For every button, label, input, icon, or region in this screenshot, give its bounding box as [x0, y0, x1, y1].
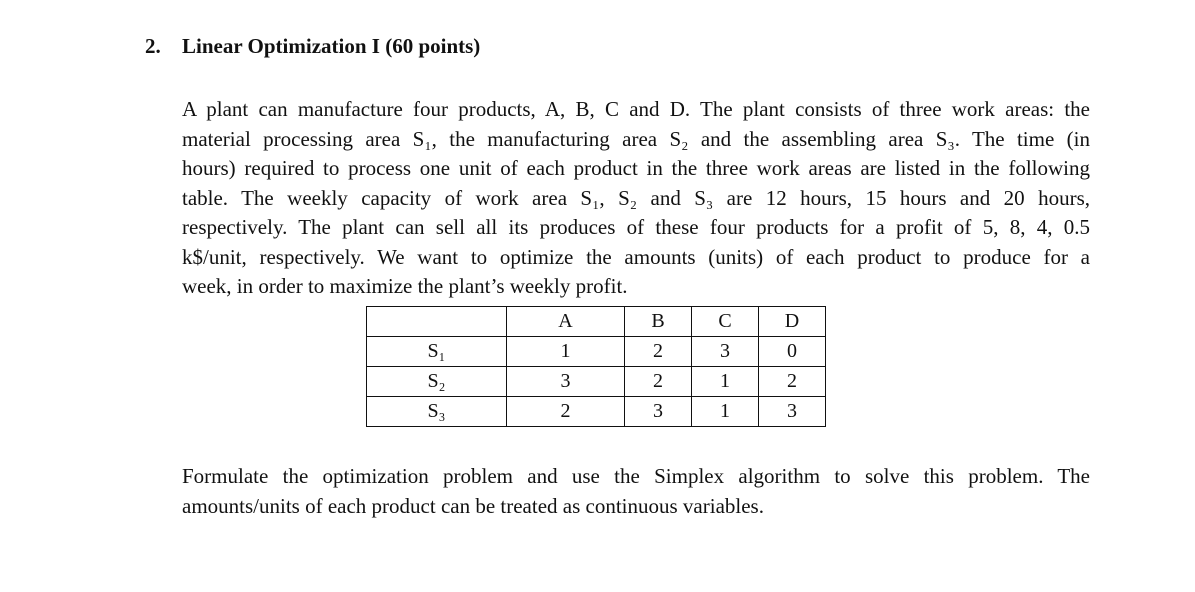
- table-cell: 2: [625, 367, 692, 397]
- table-cell: 0: [759, 337, 826, 367]
- table-cell: 1: [692, 397, 759, 427]
- table-row-label: S₂: [367, 367, 507, 397]
- table-cell: 2: [625, 337, 692, 367]
- description-line: table. The weekly capacity of work area S₁, S₂ and S₃ are 12 hours, 15 hours and 20 hours,: [182, 185, 1090, 210]
- table-row: [367, 367, 826, 397]
- table-header-cell: D: [759, 307, 826, 337]
- table-cell: 3: [507, 367, 625, 397]
- table-row: [367, 397, 826, 427]
- description-line: respectively. The plant can sell all its produces of these four products for a profit of 5, 8, 4, 0.5: [182, 215, 1090, 239]
- table-corner-cell: [367, 307, 507, 337]
- problem-heading: [145, 34, 480, 59]
- instruction-line: Formulate the optimization problem and use the Simplex algorithm to solve this problem. The: [182, 464, 1090, 488]
- table-cell: 3: [692, 337, 759, 367]
- description-line: material processing area S₁, the manufacturing area S₂ and the assembling area S₃. The time (in: [182, 126, 1090, 151]
- description-line: hours) required to process one unit of each product in the three work areas are listed in the following: [182, 156, 1090, 180]
- description-line: k$/unit, respectively. We want to optimize the amounts (units) of each product to produce for a: [182, 244, 1090, 269]
- table-row: [367, 337, 826, 367]
- table-header-cell: B: [625, 307, 692, 337]
- table-cell: 3: [759, 397, 826, 427]
- instruction-line: amounts/units of each product can be treated as continuous variables.: [182, 493, 764, 518]
- description-line: A plant can manufacture four products, A, B, C and D. The plant consists of three work areas: the: [182, 97, 1090, 121]
- table-cell: 2: [507, 397, 625, 427]
- description-line: week, in order to maximize the plant’s weekly profit.: [182, 274, 628, 298]
- table-header-cell: C: [692, 307, 759, 337]
- table-cell: 3: [625, 397, 692, 427]
- problem-instruction: [182, 462, 1090, 521]
- problem-description: [182, 95, 1090, 302]
- table-row-label: S₃: [367, 397, 507, 427]
- table-header-cell: A: [507, 307, 625, 337]
- table-header-row: [367, 307, 826, 337]
- table-cell: 1: [507, 337, 625, 367]
- problem-number: 2.: [145, 34, 161, 58]
- table-row-label: S₁: [367, 337, 507, 367]
- processing-time-table: [366, 306, 826, 427]
- problem-title: Linear Optimization I (60 points): [182, 34, 481, 58]
- table-cell: 1: [692, 367, 759, 397]
- table-cell: 2: [759, 367, 826, 397]
